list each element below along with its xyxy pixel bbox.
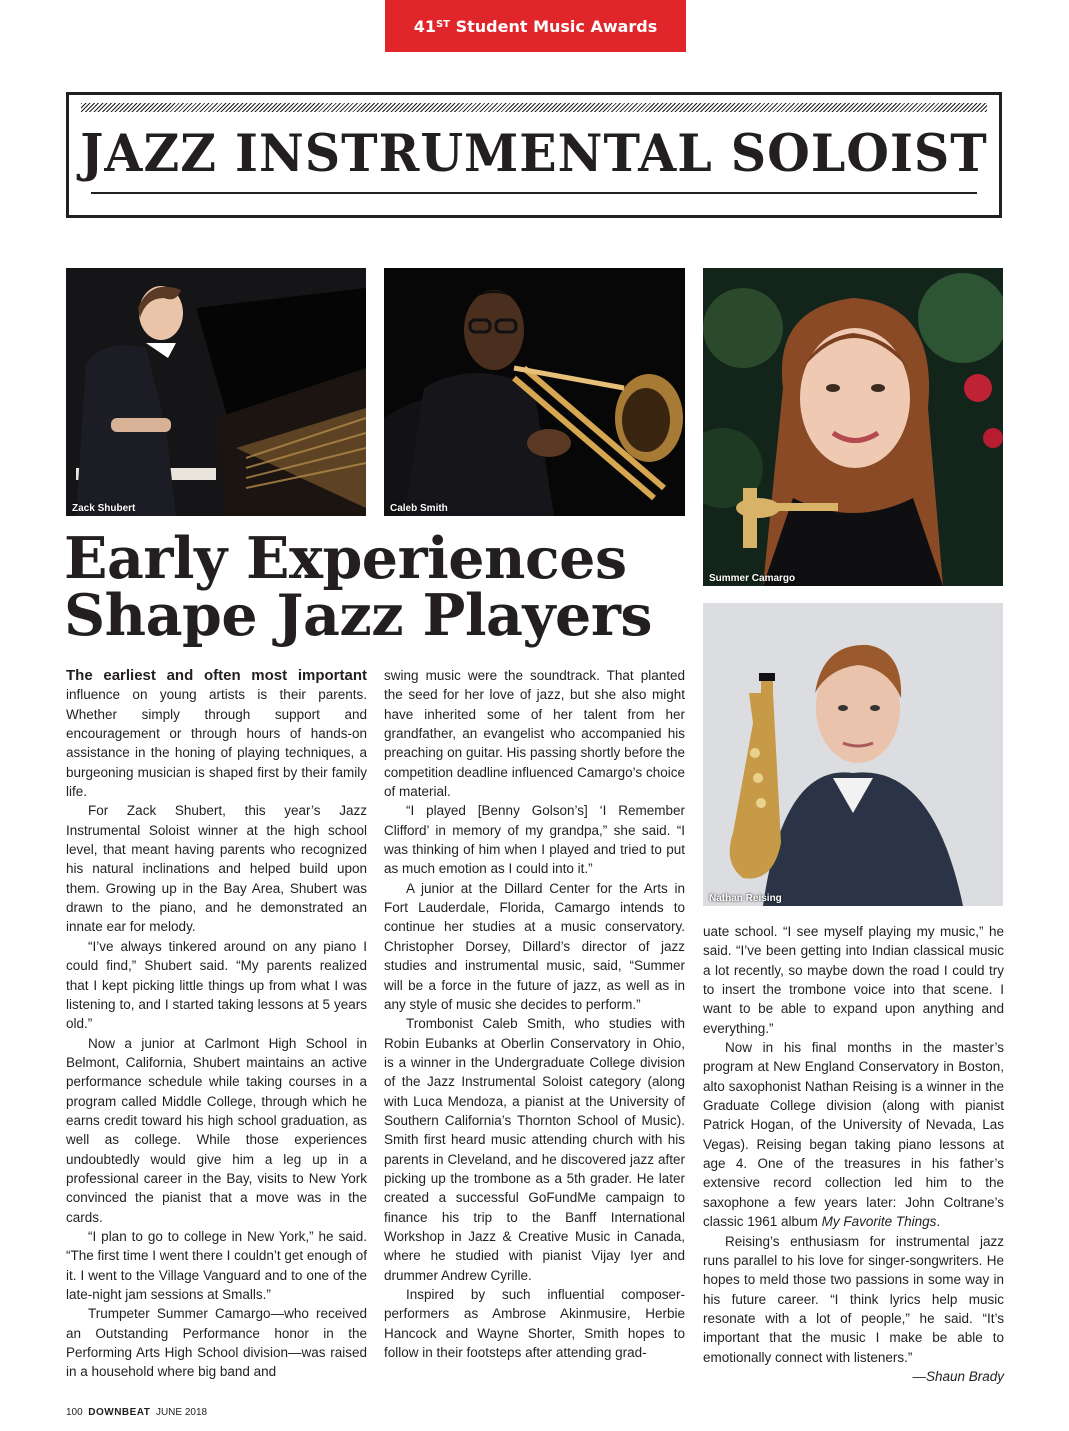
category-title: JAZZ INSTRUMENTAL SOLOIST [80, 122, 988, 184]
paragraph [703, 1038, 1004, 1231]
paragraph-text: Now in his final months in the master’s program at New England Conservatory in Boston, alto saxophonist Nathan Reising is a winner in the Graduate College division (along with pianist Patrick Hogan, of the University of Nevada, Las Vegas). Reising began taking piano lessons at age 4. One of the treasures in his father’s extensive record collection led him to the saxophone a few years later: John Coltrane’s classic 1961 album [703, 1040, 1004, 1230]
paragraph: A junior at the Dillard Center for the Arts in Fort Lauderdale, Florida, Camargo intends to continue her studies at a music conservatory. Christopher Dorsey, Dillard’s director of jazz studies and instrumental music, said, “Summer will be a force in the future of jazz, as well as in any style of music she decides to perform.” [384, 880, 685, 1012]
album-title: My Favorite Things [821, 1214, 937, 1230]
photo-caption: Caleb Smith [390, 503, 448, 514]
paragraph-text: influence on young artists is their parents. Whether simply through support and encouragement or through hours of hands-on assistance in the honing of playing techniques, a burgeoning musician is shaped first by their family life. [66, 687, 367, 800]
paragraph: Trumpeter Summer Camargo—who received an Outstanding Performance honor in the Performing Arts High School division—was raised in a household where big band and [66, 1306, 367, 1380]
paragraph: uate school. “I see myself playing my music,” he said. “I’ve been getting into Indian classical music a lot recently, so maybe down the road I could try to insert the trombone voice into that scene. I want to be able to expand upon anything and everything.” [703, 924, 1004, 1036]
magazine-brand: DOWNBEAT [88, 1407, 151, 1418]
paragraph: Now a junior at Carlmont High School in Belmont, California, Shubert maintains an active performance schedule while taking courses in a program called Middle College, through which he earns credit toward his high school graduation, as well as college. While those experiences undoubtedly would give him a leg up in a professional career in the Bay, visits to New York convinced the pianist that a move was in the cards. [66, 1035, 367, 1225]
paragraph: “I’ve always tinkered around on any piano I could find,” Shubert said. “My parents realized that I kept picking little things up from what I was listening to, and I started taking lessons at 5 years old.” [66, 938, 367, 1032]
photo-caption: Nathan Reising [709, 893, 782, 904]
issue-date: JUNE 2018 [155, 1407, 208, 1418]
page-number: 100 [66, 1407, 83, 1418]
hatch-rule [81, 103, 987, 112]
headline-line-1: Early Experiences [64, 525, 627, 592]
photo-caption: Zack Shubert [72, 503, 136, 514]
lead-in: The earliest and often most important [66, 667, 367, 684]
saxophonist-image [703, 603, 1003, 906]
paragraph: Trombonist Caleb Smith, who studies with Robin Eubanks at Oberlin Conservatory in Ohio, is a winner in the Undergraduate College division of the Jazz Instrumental Soloist category (along with Luca Mendoza, a pianist at the University of Southern California’s Thornton School of Music). Smith first heard music attending church with his parents in Cleveland, and he discovered jazz after picking up the trombone as a 5th grader. He later created a successful GoFundMe campaign to finance his trip to the Banff International Workshop in Jazz & Creative Music in Canada, where he studied with pianist Vijay Iyer and drummer Andrew Cyrille. [384, 1016, 685, 1283]
photo-zack-shubert [66, 268, 366, 516]
paragraph: “I played [Benny Golson’s] ‘I Remember Clifford’ in memory of my grandpa,” she said. “I was thinking of him when I played and tried to put as much emotion as I could into it.” [384, 803, 685, 877]
article-column-2 [384, 666, 685, 1362]
photo-caleb-smith [384, 268, 685, 516]
page-footer [66, 1407, 207, 1418]
paragraph: “I plan to go to college in New York,” he said. “The first time I went there I couldn’t get enough of it. I went to the Village Vanguard and to one of the late-night jam sessions at Smalls.” [66, 1228, 367, 1302]
banner-number: 41 [413, 16, 436, 36]
article-column-3 [703, 922, 1004, 1386]
banner-suffix: ST [435, 18, 451, 30]
trombonist-image [384, 268, 685, 516]
photo-caption: Summer Camargo [709, 573, 796, 584]
byline: —Shaun Brady [912, 1368, 1004, 1384]
category-title-box [66, 92, 1002, 218]
paragraph: Reising’s enthusiasm for instrumental jazz runs parallel to his love for singer-songwriters. He hopes to meld those two passions in some way in his future career. “I think lyrics help music resonate with a lot of people,” he said. “It’s important that the music I make be able to emotionally connect with listeners.” [703, 1233, 1004, 1365]
headline-line-2: Shape Jazz Players [64, 582, 652, 649]
banner-text: Student Music Awards [455, 16, 658, 36]
paragraph: For Zack Shubert, this year’s Jazz Instrumental Soloist winner at the high school level, that meant having parents who recognized his natural inclinations and helped build upon them. Growing up in the Bay Area, Shubert was drawn to the piano, and he demonstrated an innate ear for melody. [66, 803, 367, 935]
photo-summer-camargo [703, 268, 1003, 586]
paragraph [66, 666, 367, 801]
photo-nathan-reising [703, 603, 1003, 906]
paragraph: Inspired by such influential composer-performers as Ambrose Akinmusire, Herbie Hancock and Wayne Shorter, Smith hopes to follow in their footsteps after attending grad- [384, 1287, 685, 1361]
paragraph: swing music were the soundtrack. That planted the seed for her love of jazz, but she also might have inherited some of her talent from her grandfather, an evangelist who accompanied his preaching on guitar. His passing shortly before the competition deadline influenced Camargo’s choice of material. [384, 668, 685, 800]
trumpeter-image [703, 268, 1003, 586]
section-banner [385, 0, 686, 52]
title-underline [91, 192, 977, 194]
paragraph-end: . [936, 1214, 941, 1230]
pianist-image [66, 268, 366, 516]
article-headline [64, 525, 694, 649]
article-column-1 [66, 666, 367, 1382]
